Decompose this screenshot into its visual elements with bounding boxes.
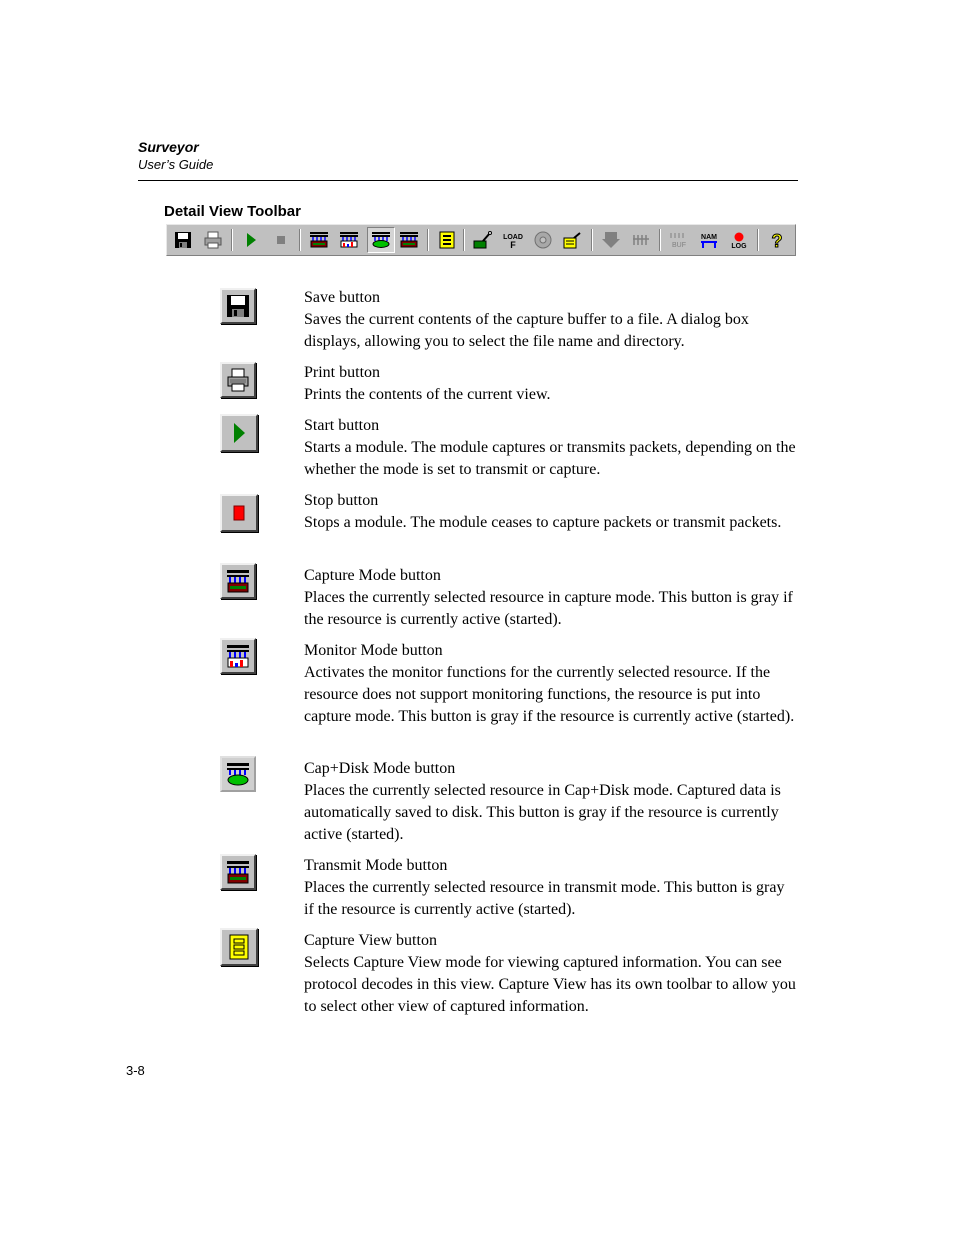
svg-text:F: F <box>510 240 516 249</box>
cap-disk-mode-icon <box>371 231 391 249</box>
toolbar-separator <box>427 229 429 251</box>
running-header-title: Surveyor <box>138 139 199 155</box>
entry-name: Start button <box>304 417 380 434</box>
entry-cap-disk-mode <box>304 758 798 846</box>
toolbar-save-button <box>171 229 195 251</box>
toolbar-monitor-mode-button <box>337 229 361 251</box>
toolbar-capture-view-button <box>435 229 459 251</box>
detail-view-toolbar <box>166 224 796 256</box>
toolbar-separator <box>463 229 465 251</box>
print-button-image <box>220 362 256 398</box>
save-icon <box>174 231 192 249</box>
entry-print <box>304 362 798 406</box>
section-title: Detail View Toolbar <box>164 203 301 220</box>
toolbar-separator <box>231 229 233 251</box>
disk-icon <box>631 231 651 249</box>
entry-description: Stops a module. The module ceases to capture packets or transmit packets. <box>304 514 782 531</box>
monitor-mode-icon <box>339 231 359 249</box>
toolbar-log-button <box>727 229 751 251</box>
svg-text:?: ? <box>771 231 783 250</box>
toolbar-cap-disk-mode-button <box>367 227 395 253</box>
start-icon <box>244 232 258 248</box>
capture-mode-icon <box>225 568 251 594</box>
toolbar-download-button <box>599 229 623 251</box>
entry-description: Prints the contents of the current view. <box>304 386 551 403</box>
page-number: 3-8 <box>126 1063 145 1078</box>
capture-mode-button-image <box>220 563 256 599</box>
entry-description: Places the currently selected resource in Cap+Disk mode. Captured data is automatically saved to disk. This button is gray if the resource is currently active (started). <box>304 782 781 843</box>
entry-capture-view <box>304 930 798 1018</box>
toolbar-start-button <box>239 229 263 251</box>
print-icon <box>225 367 251 393</box>
transmit-mode-button-image <box>220 854 256 890</box>
toolbar-stop-button <box>269 229 293 251</box>
entry-name: Stop button <box>304 492 379 509</box>
toolbar-load-button <box>501 229 525 251</box>
toolbar-separator <box>757 229 759 251</box>
toolbar-gear-button <box>531 229 555 251</box>
entry-name: Capture Mode button <box>304 567 441 584</box>
buf-label: BUF <box>672 242 686 249</box>
toolbar-buffer-button <box>667 229 691 251</box>
cap-disk-mode-icon <box>225 761 251 787</box>
entry-description: Starts a module. The module captures or transmits packets, depending on the whether the mode is set to transmit or capture. <box>304 439 796 478</box>
name-icon <box>698 231 720 249</box>
monitor-mode-button-image <box>220 638 256 674</box>
entry-monitor-mode <box>304 640 798 728</box>
entry-description: Saves the current contents of the capture buffer to a file. A dialog box displays, allowing you to select the file name and directory. <box>304 311 749 350</box>
load-label: LOAD <box>503 234 523 241</box>
help-icon <box>768 230 786 250</box>
capture-view-icon <box>227 933 251 961</box>
gear-icon <box>533 230 553 250</box>
entry-transmit-mode <box>304 855 798 921</box>
toolbar-name-button <box>697 229 721 251</box>
capture-mode-icon <box>309 231 329 249</box>
entry-description: Activates the monitor functions for the currently selected resource. If the resource does not support monitoring functions, the resource is put into capture mode. This button is gray if the resource is currently active (started). <box>304 664 795 725</box>
toolbar-separator <box>299 229 301 251</box>
transmit-mode-icon <box>399 231 419 249</box>
entry-name: Save button <box>304 289 380 306</box>
toolbar-filter-button <box>471 229 495 251</box>
stop-icon <box>229 503 249 523</box>
entry-name: Transmit Mode button <box>304 857 448 874</box>
print-icon <box>203 231 223 249</box>
log-icon <box>728 231 750 249</box>
entry-description: Places the currently selected resource in transmit mode. This button is gray if the resource is currently active (started). <box>304 879 785 918</box>
toolbar-separator <box>591 229 593 251</box>
stop-icon <box>274 233 288 247</box>
nam-label: NAM <box>701 234 717 241</box>
header-rule <box>138 180 798 181</box>
monitor-mode-icon <box>225 643 251 669</box>
capture-view-button-image <box>220 928 258 966</box>
filter-icon <box>473 231 493 249</box>
toolbar-transmit-mode-button <box>397 229 421 251</box>
save-icon <box>225 293 251 319</box>
download-icon <box>601 231 621 249</box>
entry-start <box>304 415 798 481</box>
entry-description: Places the currently selected resource in capture mode. This button is gray if the resource is currently active (started). <box>304 589 793 628</box>
cap-disk-mode-button-image <box>220 756 256 792</box>
start-icon <box>229 421 249 445</box>
toolbar-separator <box>659 229 661 251</box>
load-icon <box>502 231 524 249</box>
entry-name: Capture View button <box>304 932 437 949</box>
stop-button-image <box>220 494 258 532</box>
entry-save <box>304 287 798 353</box>
start-button-image <box>220 414 258 452</box>
toolbar-help-button <box>765 229 789 251</box>
entry-capture-mode <box>304 565 798 631</box>
running-header-subtitle: User’s Guide <box>138 157 214 172</box>
toolbar-print-button <box>201 229 225 251</box>
statistics-icon <box>563 231 583 249</box>
toolbar-statistics-button <box>561 229 585 251</box>
entry-name: Cap+Disk Mode button <box>304 760 456 777</box>
entry-description: Selects Capture View mode for viewing captured information. You can see protocol decodes in this view. Capture View has its own toolbar to allow you to select other view of captured information. <box>304 954 796 1015</box>
save-button-image <box>220 288 256 324</box>
buffer-icon <box>668 231 690 249</box>
log-label: LOG <box>731 243 747 249</box>
entry-name: Monitor Mode button <box>304 642 443 659</box>
capture-view-icon <box>439 231 455 249</box>
entry-stop <box>304 490 798 534</box>
toolbar-capture-mode-button <box>307 229 331 251</box>
toolbar-disk-button <box>629 229 653 251</box>
entry-name: Print button <box>304 364 381 381</box>
transmit-mode-icon <box>225 859 251 885</box>
